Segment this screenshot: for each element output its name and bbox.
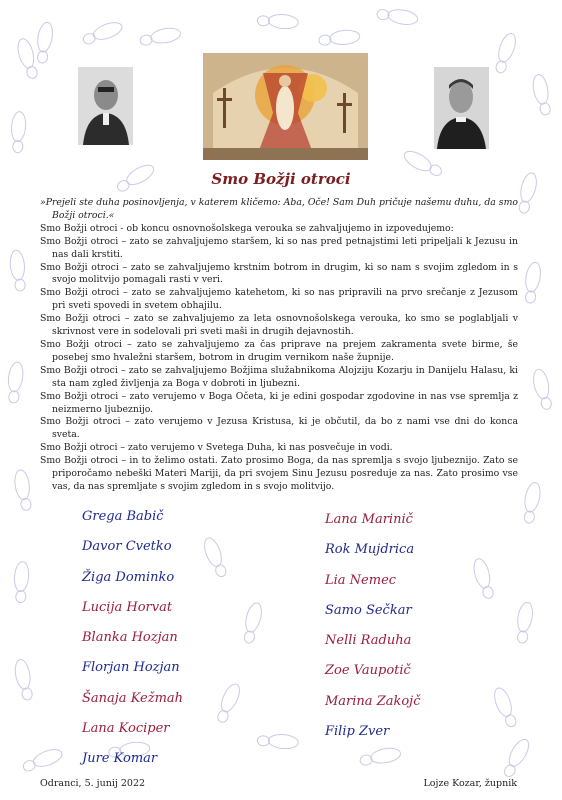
paragraph: Smo Božji otroci – zato se zahvaljujemo krstnim botrom in drugim, ki so nam s svojim zgledom in s svojo molitvijo pomagali rasti v veri. [40, 261, 518, 286]
body-text [40, 197, 518, 494]
student-name: Rok Mujdrica [325, 542, 415, 558]
student-name: Žiga Dominko [82, 569, 175, 585]
student-name: Blanka Hozjan [82, 630, 178, 646]
student-name: Lia Nemec [325, 572, 397, 588]
portrait-photo-right [434, 67, 489, 149]
student-name: Lucija Horvat [82, 599, 173, 615]
paragraph: Smo Božji otroci – zato verujemo v Svetega Duha, ki nas posvečuje in vodi. [40, 442, 393, 454]
intro-quote: »Prejeli ste duha posinovljenja, v katerem kličemo: Aba, Oče! Sam Duh pričuje našemu duhu, da smo Božji otroci.« [40, 197, 518, 221]
student-name: Marina Zakojč [325, 693, 421, 709]
altar-mosaic-image [203, 53, 368, 160]
student-name: Samo Sečkar [325, 602, 412, 618]
paragraph: Smo Božji otroci – zato verujemo v Boga Očeta, ki je edini gospodar zgodovine in nas vse spremlja z neizmerno ljubeznijo. [40, 390, 518, 415]
page-title: Smo Božji otroci [211, 170, 351, 188]
student-name: Filip Zver [325, 724, 390, 740]
student-name: Lana Marinič [325, 512, 413, 527]
student-name: Florjan Hozjan [82, 660, 180, 676]
names-column-left [82, 506, 183, 779]
paragraph: Smo Božji otroci – zato se zahvaljujemo staršem, ki so nas pred petnajstimi leti pripeljali k Jezusu in nas dali krstiti. [40, 235, 518, 260]
student-name: Davor Cvetko [82, 539, 172, 555]
paragraph: Smo Božji otroci – zato se zahvaljujemo katehetom, ki so nas pripravili na prvo srečanje z Jezusom pri sveti spovedi in svetem obhajilu. [40, 287, 518, 312]
student-name: Zoe Vaupotič [325, 663, 411, 679]
student-name: Jure Komar [82, 751, 158, 767]
student-name: Šanaja Kežmah [82, 690, 184, 706]
student-name: Grega Babič [82, 509, 164, 524]
paragraph: Smo Božji otroci – zato se zahvaljujemo za leta osnovnošolskega verouka, ko smo se poglabljali v skrivnost vere in sodelovali pri sveti maši in drugih dejavnostih. [40, 313, 518, 338]
footer-place-date: Odranci, 5. junij 2022 [40, 778, 146, 789]
paragraph: Smo Božji otroci – zato se zahvaljujemo za čas priprave na prejem zakramenta svete birme, še posebej smo hvaležni staršem, botrom in drugim vernikom naše župnije. [40, 338, 518, 363]
paragraph: Smo Božji otroci - ob koncu osnovnošolskega verouka se zahvaljujemo in izpovedujemo: [40, 222, 454, 234]
paragraph: Smo Božji otroci – in to želimo ostati. Zato prosimo Boga, da nas spremlja s svojo ljubeznijo. Zato se priporočamo nebeški Materi Mariji, da pri svojem Sinu Jezusu posreduje za nas. Zato prosimo vse vas, da nas spremljate s svojim zgledom in s svojo molitvijo. [40, 455, 518, 492]
paragraph: Smo Božji otroci – zato verujemo v Jezusa Kristusa, ki je občutil, da bo z nami vse dni do konca sveta. [40, 416, 518, 441]
names-column-right [325, 509, 421, 751]
footer-signature: Lojze Kozar, župnik [423, 778, 517, 789]
portrait-photo-left [78, 67, 133, 145]
student-name: Nelli Raduha [325, 633, 412, 649]
student-name: Lana Kociper [82, 721, 170, 737]
paragraph: Smo Božji otroci – zato se zahvaljujemo Božjima služabnikoma Alojziju Kozarju in Danijelu Halasu, ki sta nam zgled življenja za Boga v dobroti in ljubezni. [40, 364, 518, 389]
